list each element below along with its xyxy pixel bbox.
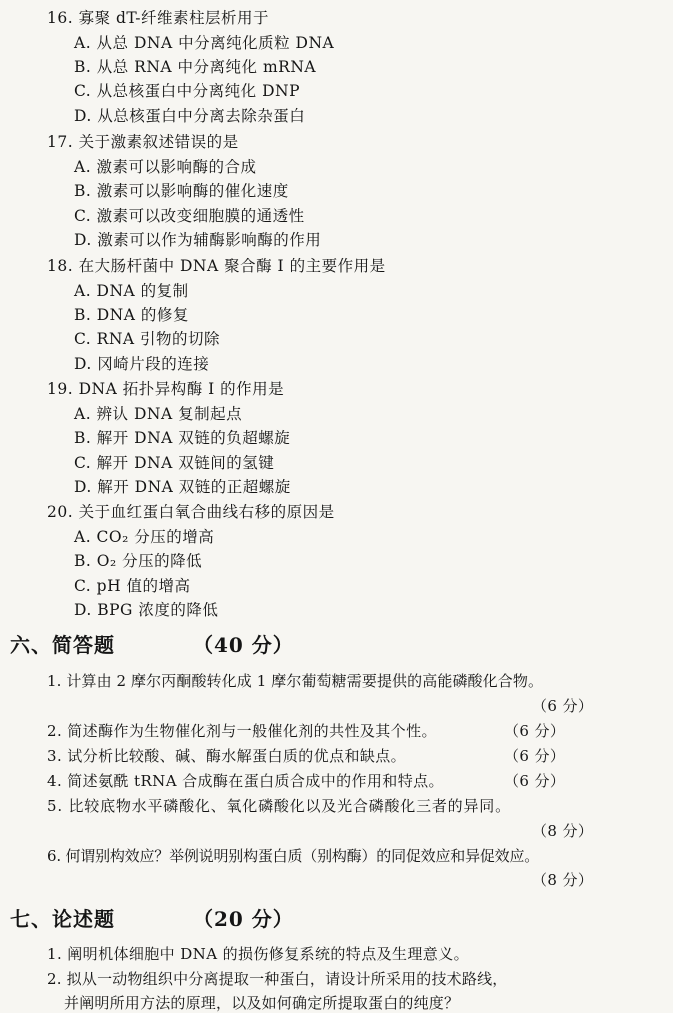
option-19b: B. 解开 DNA 双链的负超螺旋 (74, 429, 291, 447)
short-answer-4-points: （6 分） (504, 772, 566, 790)
short-answer-2-points: （6 分） (504, 722, 566, 740)
question-18: 18. 在大肠杆菌中 DNA 聚合酶 I 的主要作用是 (47, 257, 386, 275)
short-answer-3 (47, 745, 566, 766)
short-answer-4-text: 4. 简述氨酰 tRNA 合成酶在蛋白质合成中的作用和特点。 (47, 772, 444, 790)
option-18c: C. RNA 引物的切除 (74, 330, 221, 348)
question-17: 17. 关于激素叙述错误的是 (47, 133, 239, 151)
option-19c: C. 解开 DNA 双链间的氢键 (74, 454, 275, 472)
short-answer-1-points: （6 分） (532, 697, 594, 715)
option-19a: A. 辨认 DNA 复制起点 (74, 405, 243, 423)
essay-1: 1. 阐明机体细胞中 DNA 的损伤修复系统的特点及生理意义。 (47, 945, 470, 963)
short-answer-5: 5. 比较底物水平磷酸化、氧化磷酸化以及光合磷酸化三者的异同。 (47, 797, 511, 815)
question-16: 16. 寡聚 dT-纤维素柱层析用于 (47, 9, 270, 27)
essay-2-continued: 并阐明所用方法的原理，以及如何确定所提取蛋白的纯度？ (64, 994, 460, 1012)
short-answer-2 (47, 720, 566, 741)
question-20: 20. 关于血红蛋白氧合曲线右移的原因是 (47, 503, 335, 521)
section-6-heading (10, 629, 294, 658)
short-answer-4 (47, 770, 566, 791)
short-answer-6: 6. 何谓别构效应？举例说明别构蛋白质（别构酶）的同促效应和异促效应。 (47, 847, 540, 865)
short-answer-2-text: 2. 简述酶作为生物催化剂与一般催化剂的共性及其个性。 (47, 722, 437, 740)
section-7-title: 七、论述题 (10, 907, 115, 931)
section-6-points: （40 分） (193, 633, 294, 657)
option-20c: C. pH 值的增高 (74, 577, 191, 595)
short-answer-1: 1. 计算由 2 摩尔丙酮酸转化成 1 摩尔葡萄糖需要提供的高能磷酸化合物。 (47, 672, 544, 690)
option-17a: A. 激素可以影响酶的合成 (74, 158, 257, 176)
option-16d: D. 从总核蛋白中分离去除杂蛋白 (74, 107, 306, 125)
short-answer-5-points: （8 分） (532, 822, 594, 840)
option-18d: D. 冈崎片段的连接 (74, 355, 210, 373)
option-18b: B. DNA 的修复 (74, 306, 189, 324)
question-19: 19. DNA 拓扑异构酶 I 的作用是 (47, 380, 285, 398)
option-17c: C. 激素可以改变细胞膜的通透性 (74, 207, 305, 225)
short-answer-3-points: （6 分） (504, 747, 566, 765)
short-answer-3-text: 3. 试分析比较酸、碱、酶水解蛋白质的优点和缺点。 (47, 747, 407, 765)
option-16b: B. 从总 RNA 中分离纯化 mRNA (74, 58, 317, 76)
short-answer-6-points: （8 分） (532, 871, 594, 889)
section-7-points: （20 分） (193, 907, 294, 931)
option-16a: A. 从总 DNA 中分离纯化质粒 DNA (74, 34, 335, 52)
option-18a: A. DNA 的复制 (74, 282, 189, 300)
option-16c: C. 从总核蛋白中分离纯化 DNP (74, 82, 301, 100)
section-7-heading (10, 903, 294, 932)
essay-2: 2. 拟从一动物组织中分离提取一种蛋白，请设计所采用的技术路线， (47, 970, 508, 988)
option-17d: D. 激素可以作为辅酶影响酶的作用 (74, 231, 322, 249)
option-19d: D. 解开 DNA 双链的正超螺旋 (74, 478, 291, 496)
section-6-title: 六、简答题 (10, 633, 115, 657)
option-20b: B. O₂ 分压的降低 (74, 552, 203, 570)
option-20a: A. CO₂ 分压的增高 (74, 528, 215, 546)
option-17b: B. 激素可以影响酶的催化速度 (74, 182, 289, 200)
option-20d: D. BPG 浓度的降低 (74, 601, 219, 619)
